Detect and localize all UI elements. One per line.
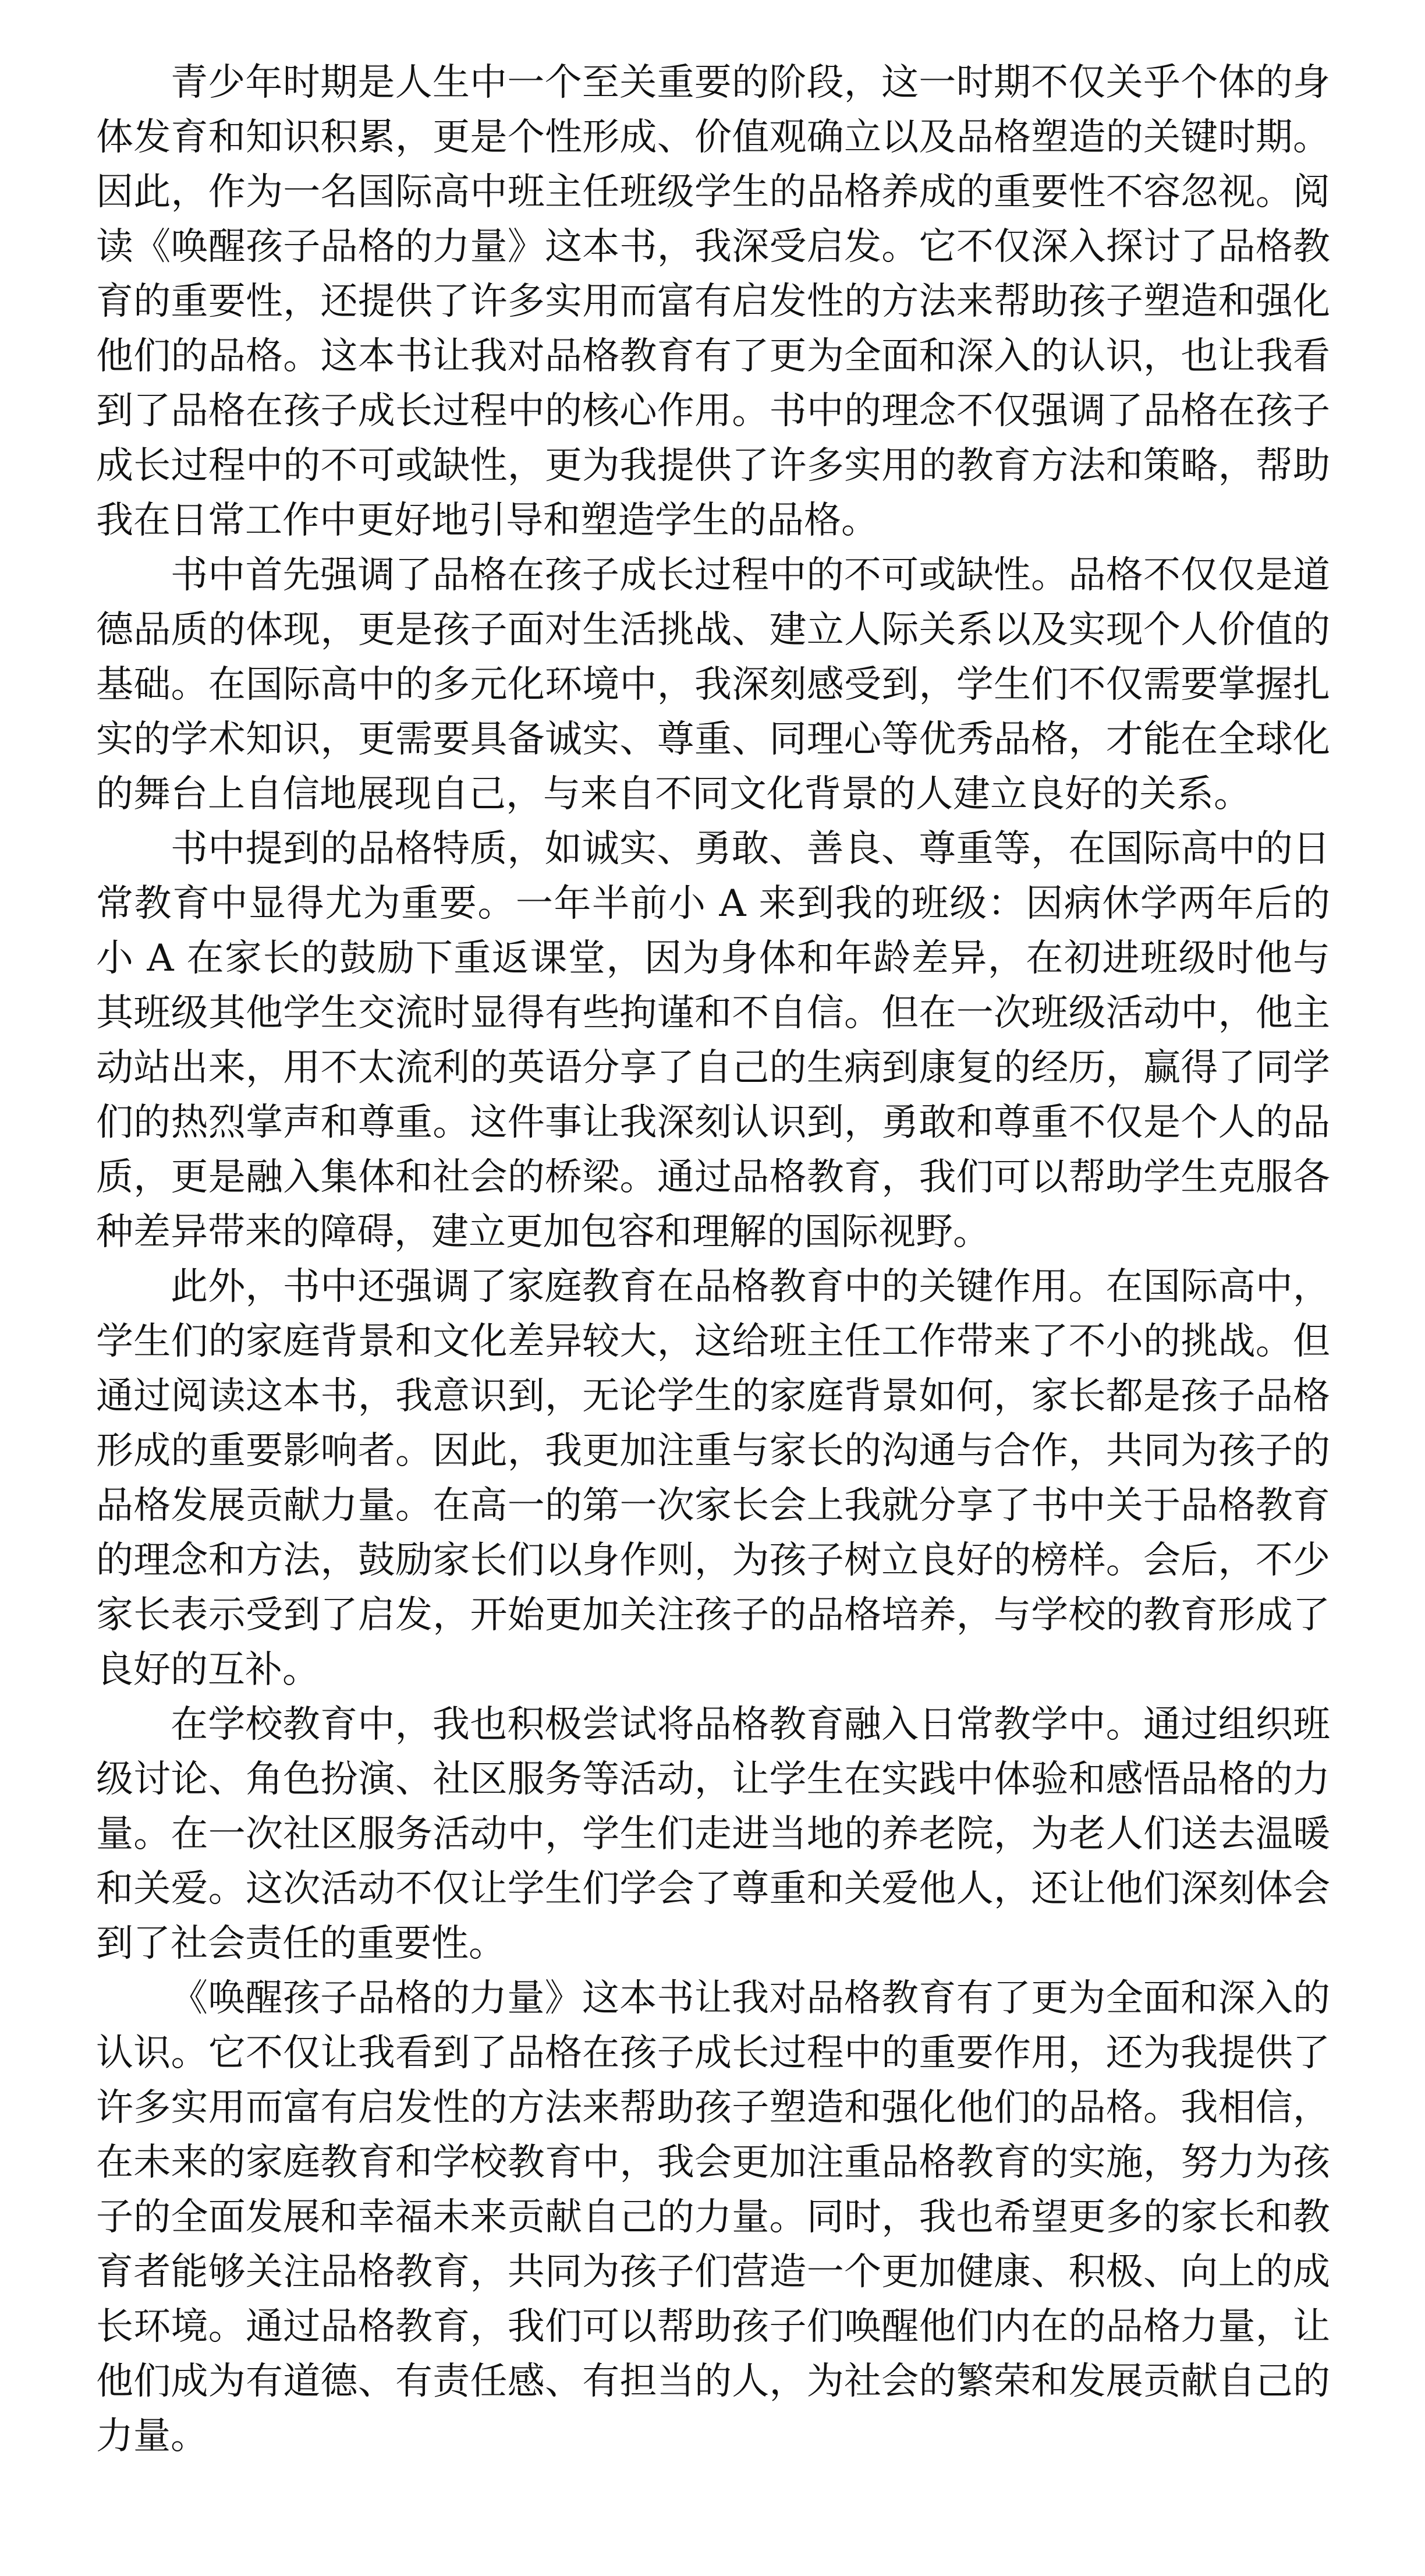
paragraph-conclusion: 《唤醒孩子品格的力量》这本书让我对品格教育有了更为全面和深入的认识。它不仅让我看到了品格在孩子成长过程中的重要作用，还为我提供了许多实用而富有启发性的方法来帮助孩子塑造和强化他们的品格。我相信，在未来的家庭教育和学校教育中，我会更加注重品格教育的实施，努力为孩子的全面发展和幸福未来贡献自己的力量。同时，我也希望更多的家长和教育者能够关注品格教育，共同为孩子们营造一个更加健康、积极、向上的成长环境。通过品格教育，我们可以帮助孩子们唤醒他们内在的品格力量，让他们成为有道德、有责任感、有担当的人，为社会的繁荣和发展贡献自己的力量。 [96, 1977, 1330, 2458]
paragraph-student-story: 书中提到的品格特质，如诚实、勇敢、善良、尊重等，在国际高中的日常教育中显得尤为重要。一年半前小 A 来到我的班级：因病休学两年后的小 A 在家长的鼓励下重返课堂，因为身体和年龄差异，在初进班级时他与其班级其他学生交流时显得有些拘谨和不自信。但在一次班级活动中，他主动站出来，用不太流利的英语分享了自己的生病到康复的经历，赢得了同学们的热烈掌声和尊重。这件事让我深刻认识到，勇敢和尊重不仅是个人的品质，更是融入集体和社会的桥梁。通过品格教育，我们可以帮助学生克服各种差异带来的障碍，建立更加包容和理解的国际视野。 [96, 827, 1330, 1254]
paragraph-school-practice: 在学校教育中，我也积极尝试将品格教育融入日常教学中。通过组织班级讨论、角色扮演、社区服务等活动，让学生在实践中体验和感悟品格的力量。在一次社区服务活动中，学生们走进当地的养老院，为老人们送去温暖和关爱。这次活动不仅让学生们学会了尊重和关爱他人，还让他们深刻体会到了社会责任的重要性。 [96, 1703, 1330, 1965]
document-body [96, 55, 1330, 2464]
paragraph-character-importance: 书中首先强调了品格在孩子成长过程中的不可或缺性。品格不仅仅是道德品质的体现，更是孩子面对生活挑战、建立人际关系以及实现个人价值的基础。在国际高中的多元化环境中，我深刻感受到，学生们不仅需要掌握扎实的学术知识，更需要具备诚实、尊重、同理心等优秀品格，才能在全球化的舞台上自信地展现自己，与来自不同文化背景的人建立良好的关系。 [96, 554, 1330, 816]
paragraph-family-education: 此外，书中还强调了家庭教育在品格教育中的关键作用。在国际高中，学生们的家庭背景和文化差异较大，这给班主任工作带来了不小的挑战。但通过阅读这本书，我意识到，无论学生的家庭背景如何，家长都是孩子品格形成的重要影响者。因此，我更加注重与家长的沟通与合作，共同为孩子的品格发展贡献力量。在高一的第一次家长会上我就分享了书中关于品格教育的理念和方法，鼓励家长们以身作则，为孩子树立良好的榜样。会后，不少家长表示受到了启发，开始更加关注孩子的品格培养，与学校的教育形成了良好的互补。 [96, 1265, 1330, 1692]
paragraph-intro: 青少年时期是人生中一个至关重要的阶段，这一时期不仅关乎个体的身体发育和知识积累，更是个性形成、价值观确立以及品格塑造的关键时期。因此，作为一名国际高中班主任班级学生的品格养成的重要性不容忽视。阅读《唤醒孩子品格的力量》这本书，我深受启发。它不仅深入探讨了品格教育的重要性，还提供了许多实用而富有启发性的方法来帮助孩子塑造和强化他们的品格。这本书让我对品格教育有了更为全面和深入的认识，也让我看到了品格在孩子成长过程中的核心作用。书中的理念不仅强调了品格在孩子成长过程中的不可或缺性，更为我提供了许多实用的教育方法和策略，帮助我在日常工作中更好地引导和塑造学生的品格。 [96, 61, 1330, 542]
